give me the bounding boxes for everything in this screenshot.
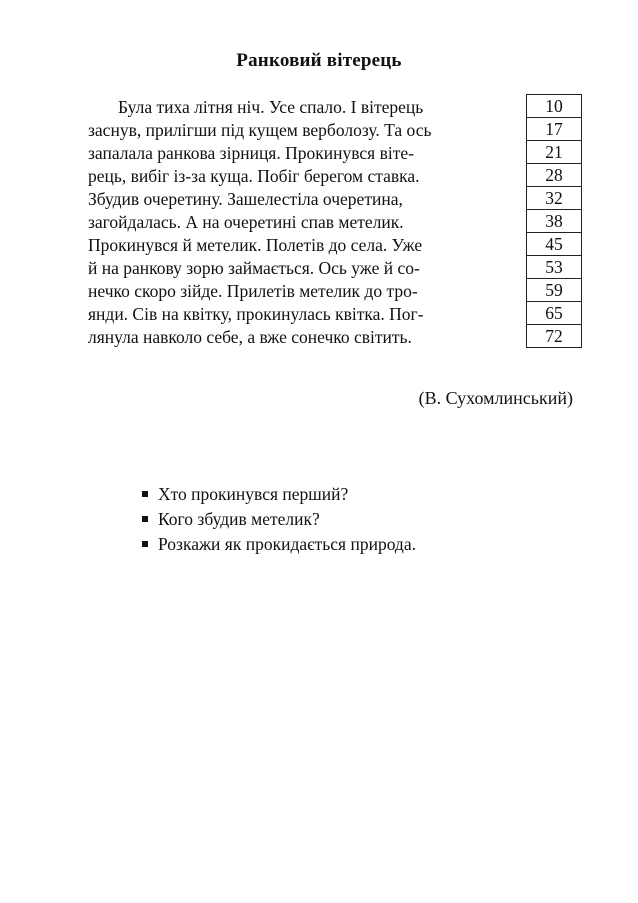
word-count-cell: 53 — [527, 256, 581, 279]
text-line: Збудив очеретину. Зашелестіла очеретина, — [88, 189, 403, 209]
page-title: Ранковий вітерець — [236, 50, 402, 71]
question-item — [142, 532, 416, 557]
text-line: запалала ранкова зірниця. Прокинувся віте- — [88, 143, 414, 163]
question-item — [142, 507, 416, 532]
text-line: Була тиха літня ніч. Усе спало. І вітерець — [118, 97, 424, 117]
word-count-cell: 59 — [527, 279, 581, 302]
word-count-cell: 45 — [527, 233, 581, 256]
question-text: Кого збудив метелик? — [158, 509, 320, 529]
word-count-cell: 38 — [527, 210, 581, 233]
text-line: янди. Сів на квітку, прокинулась квітка. Пог- — [88, 304, 424, 324]
bullet-square-icon — [142, 491, 148, 497]
word-count-cell: 32 — [527, 187, 581, 210]
text-line: лянула навколо себе, а вже сонечко світить. — [88, 327, 412, 347]
text-line: заснув, прилігши під кущем верболозу. Та ось — [88, 120, 432, 140]
author-attribution: (В. Сухомлинський) — [418, 388, 573, 408]
questions-list — [142, 482, 416, 557]
word-count-cell: 72 — [527, 325, 581, 348]
word-count-cell: 10 — [527, 94, 581, 118]
text-line: рець, вибіг із-за куща. Побіг берегом ставка. — [88, 166, 420, 186]
story-text — [88, 96, 518, 349]
question-item — [142, 482, 416, 507]
bullet-square-icon — [142, 541, 148, 547]
text-line: загойдалась. А на очеретині спав метелик. — [88, 212, 404, 232]
text-line: Прокинувся й метелик. Полетів до села. Уже — [88, 235, 423, 255]
question-text: Хто прокинувся перший? — [158, 484, 349, 504]
word-count-column — [526, 94, 582, 348]
text-line: й на ранкову зорю займається. Ось уже й со- — [88, 258, 420, 278]
word-count-cell: 28 — [527, 164, 581, 187]
bullet-square-icon — [142, 516, 148, 522]
word-count-cell: 65 — [527, 302, 581, 325]
word-count-cell: 21 — [527, 141, 581, 164]
question-text: Розкажи як прокидається природа. — [158, 534, 416, 554]
text-line: нечко скоро зійде. Прилетів метелик до тро- — [88, 281, 418, 301]
word-count-cell: 17 — [527, 118, 581, 141]
